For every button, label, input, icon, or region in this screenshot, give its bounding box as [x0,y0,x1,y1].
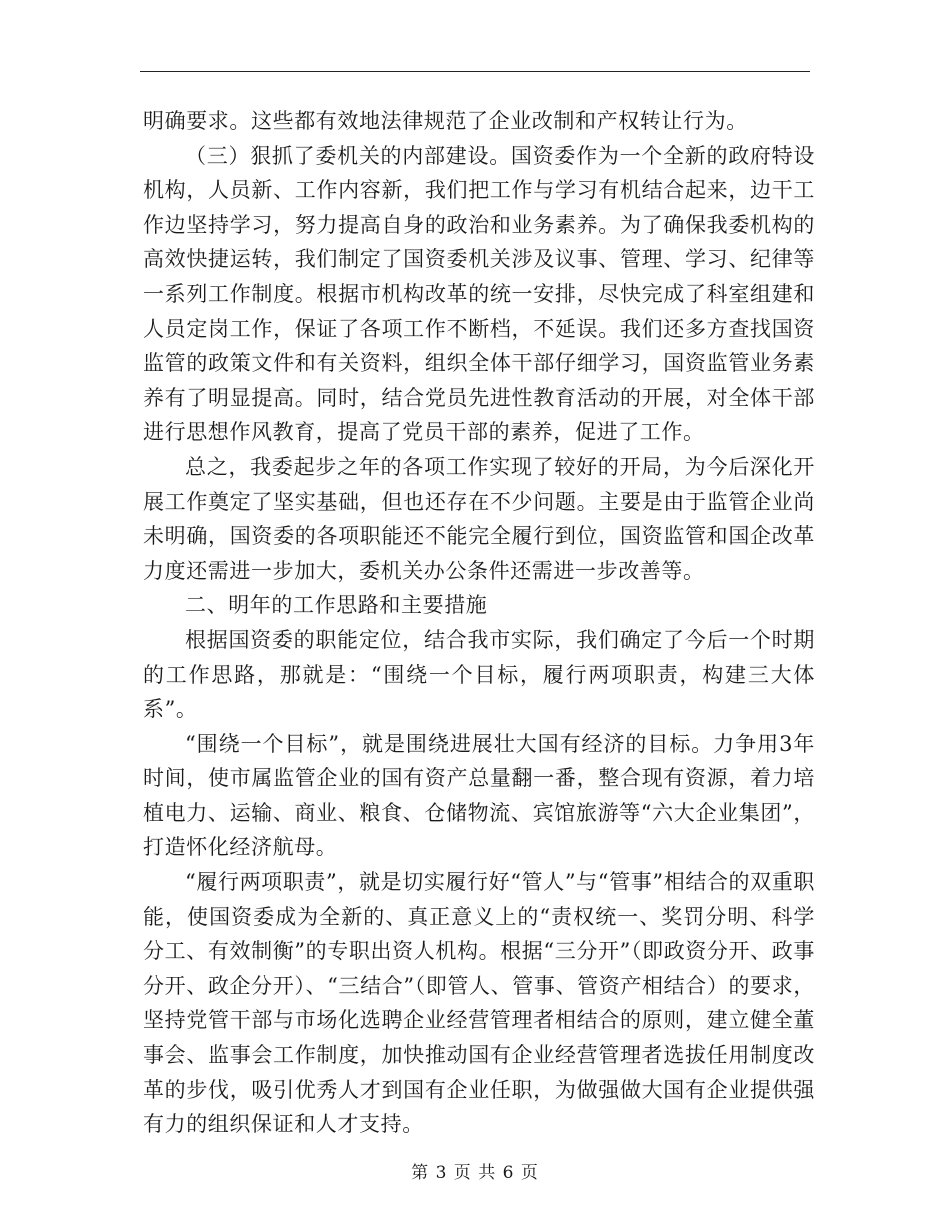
paragraph: “履行两项职责”，就是切实履行好“管人”与“管事”相结合的双重职能，使国资委成为全新的、真正意义上的“责权统一、奖罚分明、科学分工、有效制衡”的专职出资人机构。根据“三分开”（即政资分开、政事分开、政企分开）、“三结合”（即管人、管事、管资产相结合）的要求，坚持党管干部与市场化选聘企业经营管理者相结合的原则，建立健全董事会、监事会工作制度，加快推动国有企业经营管理者选拔任用制度改革的步伐，吸引优秀人才到国有企业任职，为做强做大国有企业提供强有力的组织保证和人才支持。 [143,870,815,1137]
section-heading: 二、明年的工作思路和主要措施 [185,593,488,618]
document-body [143,104,815,1142]
paragraph: （三）狠抓了委机关的内部建设。国资委作为一个全新的政府特设机构，人员新、工作内容新，我们把工作与学习有机结合起来，边干工作边坚持学习，努力提高自身的政治和业务素养。为了确保我委机构的高效快捷运转，我们制定了国资委机关涉及议事、管理、学习、纪律等一系列工作制度。根据市机构改革的统一安排，尽快完成了科室组建和人员定岗工作，保证了各项工作不断档，不延误。我们还多方查找国资监管的政策文件和有关资料，组织全体干部仔细学习，国资监管业务素养有了明显提高。同时，结合党员先进性教育活动的开展，对全体干部进行思想作风教育，提高了党员干部的素养，促进了工作。 [143,143,815,445]
paragraph: 明确要求。这些都有效地法律规范了企业改制和产权转让行为。 [143,109,748,133]
paragraph: 总之，我委起步之年的各项工作实现了较好的开局，为今后深化开展工作奠定了坚实基础，但也还存在不少问题。主要是由于监管企业尚未明确，国资委的各项职能还不能完全履行到位，国资监管和国企改革力度还需进一步加大，委机关办公条件还需进一步改善等。 [143,454,815,583]
page-number-footer: 第 3 页 共 6 页 [411,1163,539,1183]
header-rule [140,71,810,72]
paragraph: “围绕一个目标”，就是围绕进展壮大国有经济的目标。力争用3年时间，使市属监管企业的国有资产总量翻一番，整合现有资源，着力培植电力、运输、商业、粮食、仓储物流、宾馆旅游等“六大企业集团”，打造怀化经济航母。 [143,731,815,860]
paragraph: 根据国资委的职能定位，结合我市实际，我们确定了今后一个时期的工作思路，那就是：“围绕一个目标，履行两项职责，构建三大体系”。 [143,627,815,722]
